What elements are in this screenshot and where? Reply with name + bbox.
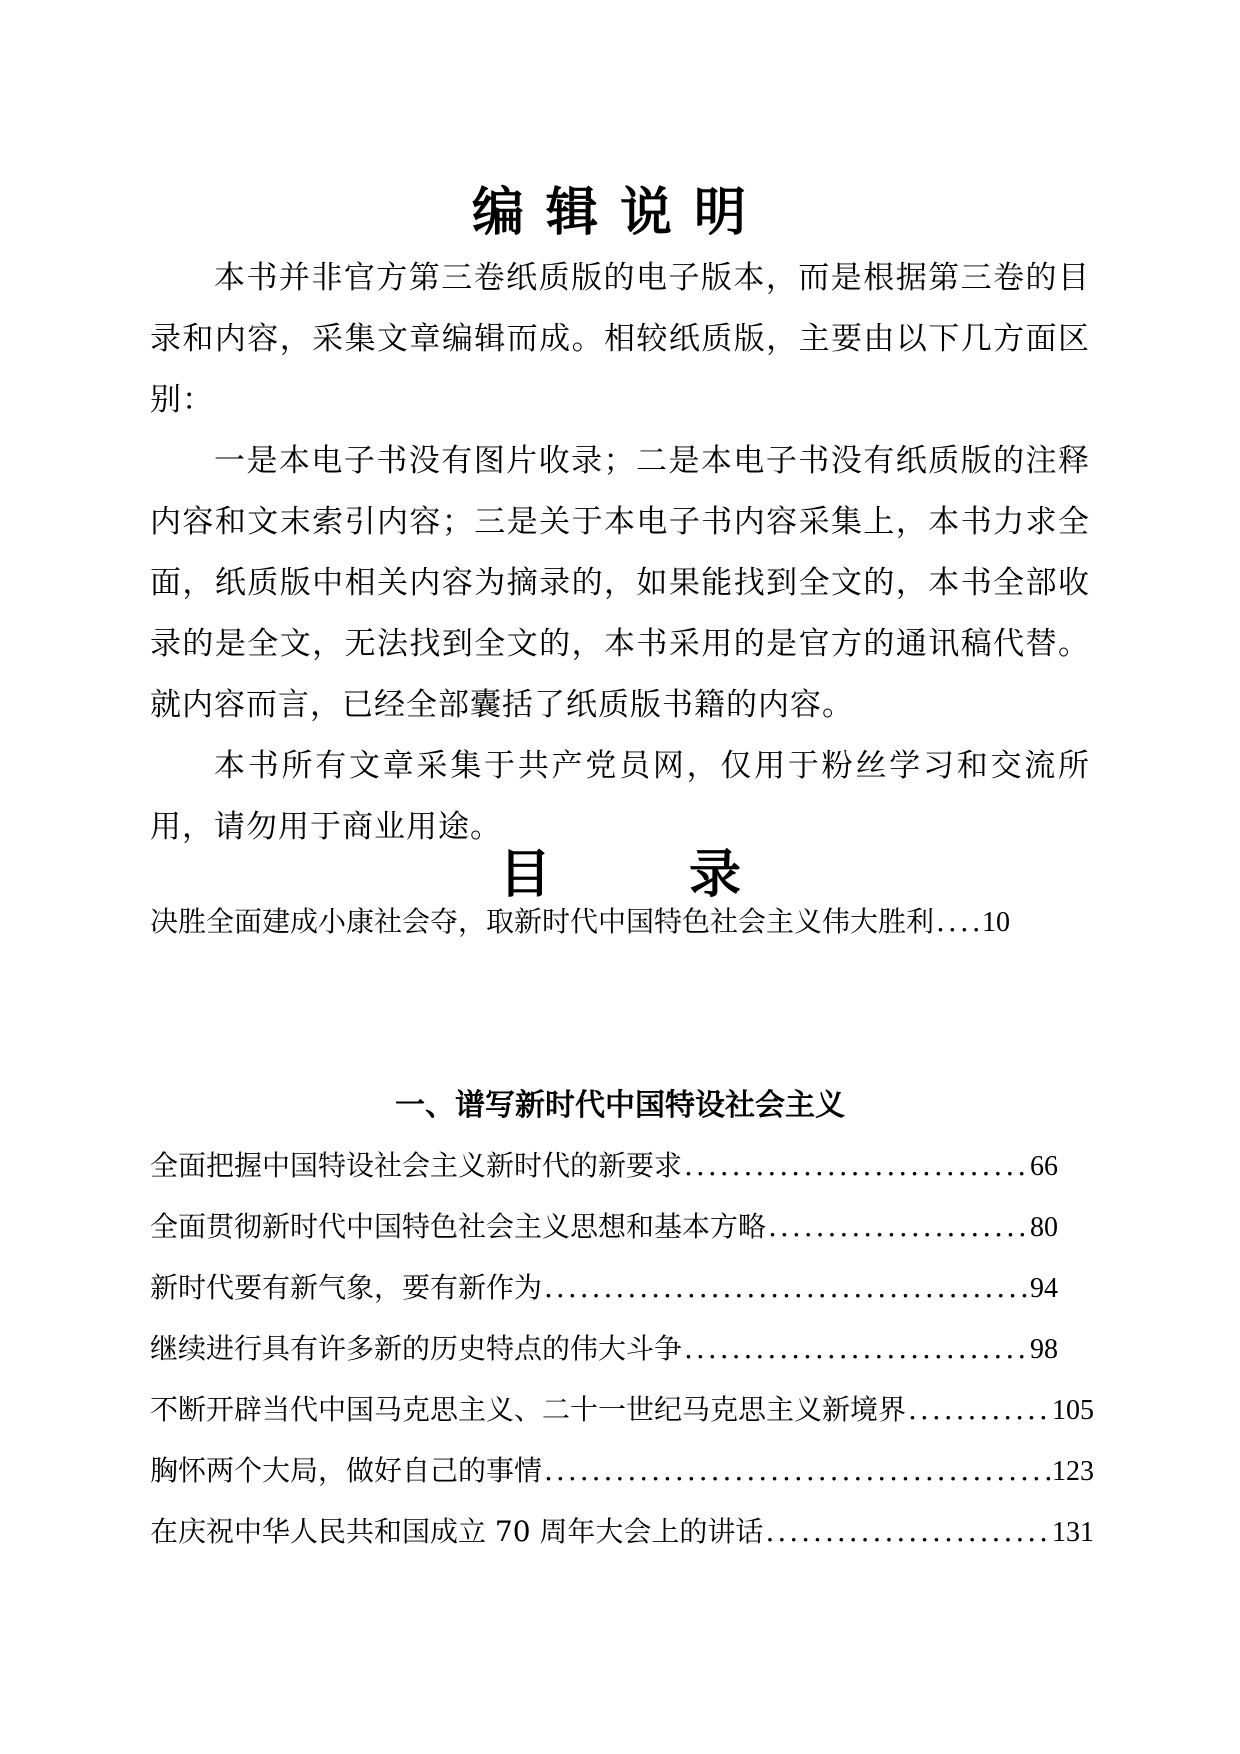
toc-leader-dots: [684, 1327, 1028, 1371]
toc-entry[interactable]: [150, 1205, 1058, 1249]
intro-paragraph: 本书并非官方第三卷纸质版的电子版本，而是根据第三卷的目录和内容，采集文章编辑而成。相较纸质版，主要由以下几方面区别：: [150, 260, 1090, 418]
toc-entry-page: 98: [1030, 1334, 1058, 1365]
toc-entry-title: 在庆祝中华人民共和国成立 70 周年大会上的讲话: [150, 1515, 764, 1548]
toc-entry[interactable]: [150, 1327, 1058, 1371]
toc-entry-page: 123: [1052, 1456, 1094, 1487]
toc-leader-dots: [768, 1205, 1028, 1249]
toc-leader-dots: [765, 1510, 1050, 1554]
toc-entry-title: 胸怀两个大局，做好自己的事情: [150, 1454, 543, 1487]
toc-entry[interactable]: [150, 1266, 1058, 1310]
editorial-notes: [150, 248, 1090, 858]
toc-entry-title: 全面把握中国特设社会主义新时代的新要求: [150, 1149, 683, 1182]
toc-leader-dots: [936, 900, 980, 944]
toc-entry-page: 10: [982, 907, 1010, 938]
toc-entry[interactable]: [150, 1144, 1058, 1188]
toc-entry-title: 继续进行具有许多新的历史特点的伟大斗争: [150, 1332, 683, 1365]
toc-entry-page: 66: [1030, 1151, 1058, 1182]
toc-leader-dots: [908, 1388, 1050, 1432]
toc-entry-page: 94: [1030, 1273, 1058, 1304]
toc-entry-page: 80: [1030, 1212, 1058, 1243]
toc-entry[interactable]: [150, 1388, 1094, 1432]
page-title: 编辑说明: [471, 183, 768, 243]
toc-entry-title: 全面贯彻新时代中国特色社会主义思想和基本方略: [150, 1210, 767, 1243]
toc-leader-dots: [544, 1449, 1050, 1493]
toc-title: 目 录: [498, 845, 802, 905]
toc-entry-page: 105: [1052, 1395, 1094, 1426]
toc-entry-title: 决胜全面建成小康社会夺，取新时代中国特色社会主义伟大胜利: [150, 905, 935, 938]
toc-leader-dots: [684, 1144, 1028, 1188]
intro-paragraph: 一是本电子书没有图片收录；二是本电子书没有纸质版的注释内容和文末索引内容；三是关于本电子书内容采集上，本书力求全面，纸质版中相关内容为摘录的，如果能找到全文的，本书全部收录的是全文，无法找到全文的，本书采用的是官方的通讯稿代替。就内容而言，已经全部囊括了纸质版书籍的内容。: [150, 443, 1090, 723]
toc-entry-lead[interactable]: [150, 900, 1010, 944]
toc-entry-page: 131: [1052, 1517, 1094, 1548]
toc-entry[interactable]: [150, 1449, 1094, 1493]
toc-section-heading: 一、谱写新时代中国特设社会主义: [395, 1088, 845, 1123]
toc-entry-title: 新时代要有新气象，要有新作为: [150, 1271, 543, 1304]
toc-entry-title: 不断开辟当代中国马克思主义、二十一世纪马克思主义新境界: [150, 1393, 907, 1426]
toc-entry[interactable]: [150, 1510, 1094, 1554]
toc-leader-dots: [544, 1266, 1028, 1310]
intro-paragraph: 本书所有文章采集于共产党员网，仅用于粉丝学习和交流所用，请勿用于商业用途。: [150, 748, 1090, 845]
